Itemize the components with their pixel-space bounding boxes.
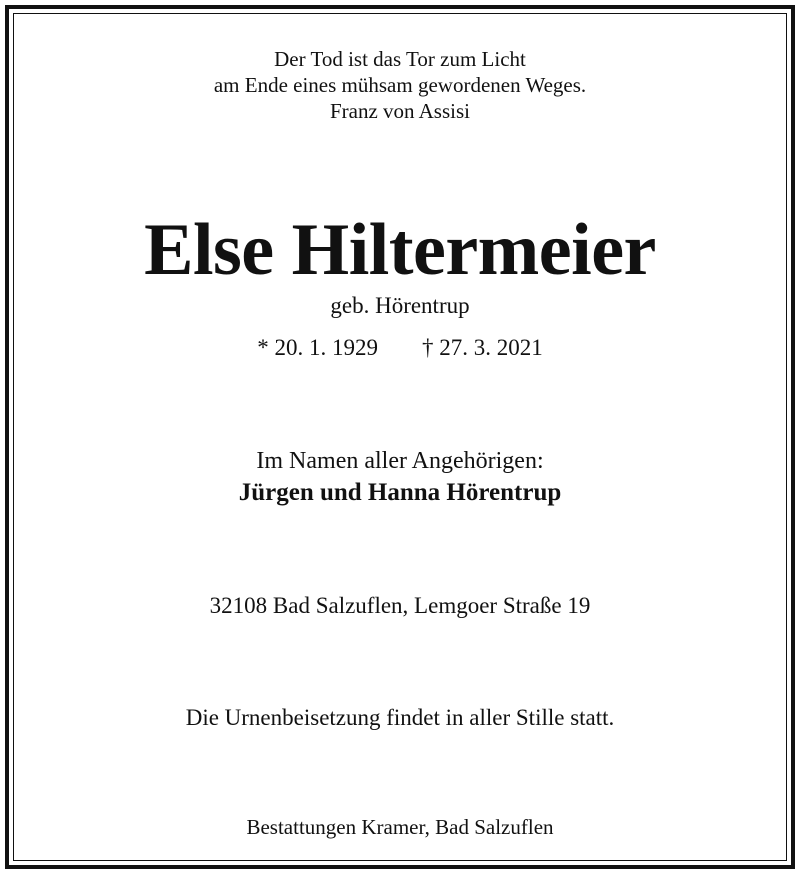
maiden-name: geb. Hörentrup	[330, 293, 470, 318]
burial-notice: Die Urnenbeisetzung findet in aller Stille statt.	[185, 705, 615, 730]
birth-date: * 20. 1. 1929	[257, 335, 378, 360]
quote-author: Franz von Assisi	[329, 99, 470, 123]
mourners-label: Im Namen aller Angehörigen:	[256, 448, 544, 474]
mourners-names: Jürgen und Hanna Hörentrup	[238, 479, 562, 506]
undertaker: Bestattungen Kramer, Bad Salzuflen	[246, 815, 554, 839]
quote-line-1: Der Tod ist das Tor zum Licht	[274, 47, 526, 71]
family-address: 32108 Bad Salzuflen, Lemgoer Straße 19	[209, 593, 591, 618]
life-dates	[0, 334, 800, 362]
quote-line-2: am Ende eines mühsam gewordenen Weges.	[213, 73, 587, 97]
deceased-name: Else Hiltermeier	[144, 209, 656, 291]
inner-border	[13, 13, 787, 861]
death-date: † 27. 3. 2021	[422, 335, 543, 360]
